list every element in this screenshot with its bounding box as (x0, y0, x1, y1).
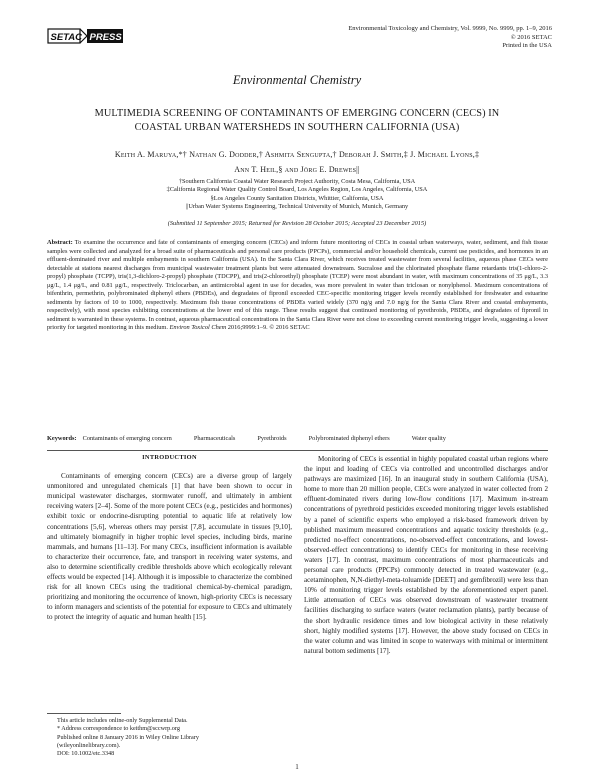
introduction-paragraph-2: Monitoring of CECs is essential in highly populated coastal urban regions where the input and loading of CECs via controlled and uncontrolled discharges and/or pathways are maximized [16]. In an inaugural study in southern California (USA), home to more than 20 million people, CECs were analyzed in water collected from 2 effluent-dominated rivers during low-flow conditions [17]. Maximum in-stream concentrations of pyrethroid pesticides exceeded monitoring trigger levels established by a panel of scientific experts who employed a risk-based framework driven by published maximum measured concentrations and aquatic toxicity thresholds (e.g., predicted no-effect concentrations, no-observed-effect concentrations, and lowest-observed-effect concentrations) to identify CECs for monitoring in these receiving waters [17]. In contrast, maximum concentrations of most pharmaceuticals and personal care products (PPCPs) commonly detected in treated wastewater (e.g., acetaminophen, N,N-diethyl-meta-toluamide [DEET] and gemfibrozil) were less than 10% of monitoring trigger levels established by the aforementioned expert panel. Little attenuation of CECs was observed downstream of wastewater treatment facilities discharging to surface waters (water reclamation plants), partly because of the short hydraulic residence times and low biological activity in these relatively short, highly modified systems [17]. However, the above study focused on CECs in the water column and was limited in scope to waterways with minimal or intermittent natural bottom sediments [17]. (304, 455, 548, 655)
logo-setac-text: SETAC (50, 32, 82, 43)
abstract-text: To examine the occurrence and fate of contaminants of emerging concern (CECs) and inform future monitoring of CECs in coastal urban waterways, water, sediment, and fish tissue samples were collected and analyzed for a broad suite of pharmaceuticals and personal care products (PPCPs), commercial and/or household chemicals, current use pesticides, and hormones in an effluent-dominated river and multiple embayments in southern California (USA). In the Santa Clara River, which receives treated wastewater from several facilities, aqueous phase CECs were detectable at stations nearest discharges from municipal wastewater treatment plants but were attenuated downstream. Sucralose and the chlorinated phosphate flame retardants tris(1-chloro-2-propyl) phosphate (TCPP), tris(1,3-dichloro-2-propyl) phosphate (TDCPP), and tris(2-chloroethyl) phosphate (TCEP) were most abundant in water, with maximum concentrations of 35 μg/L, 3.3 μg/L, 1.4 μg/L, and 0.81 μg/L, respectively. Triclocarban, an antimicrobial agent in use for decades, was more prevalent in water than triclosan or nonylphenol. Maximum concentrations of bifenthrin, permethrin, polybrominated diphenyl ethers (PBDEs), and degradates of fipronil exceeded CEC-specific monitoring trigger levels recently established for freshwater and estuarine sediments by factors of 10 to 1000, respectively. Maximum fish tissue concentrations of PBDEs varied widely (370 ng/g and 7.0 ng/g for the Santa Clara River and coastal embayments, respectively), with most species exhibiting concentrations at the lower end of this range. These results suggest that continued monitoring of pyrethroids, PBDEs, and degradates of fipronil in sediment is warranted in these systems. In contrast, aqueous pharmaceutical concentrations in the Santa Clara River were not close to exceeding current monitoring trigger levels, suggesting a lower priority for targeted monitoring in this medium. (47, 239, 549, 331)
body-column-right (304, 454, 548, 656)
logo-press-text: PRESS (89, 32, 122, 43)
footnotes (47, 717, 292, 758)
section-label: Environmental Chemistry (232, 73, 362, 87)
abstract-citation-rest: 2016;9999:1–9. (227, 324, 268, 331)
copyright-line: © 2016 SETAC (510, 33, 552, 41)
authors-line-2: Ann T. Heil,§ and Jörg E. Drewes|| (234, 165, 360, 174)
affiliation-tum: ||Urban Water Systems Engineering, Technical University of Munich, Munich, Germany (185, 202, 409, 210)
affiliations (60, 178, 534, 211)
body-column-left (47, 453, 292, 623)
abstract-copyright: © 2016 SETAC (269, 324, 310, 331)
journal-citation-line: Environmental Toxicology and Chemistry, Vol. 9999, No. 9999, pp. 1–9, 2016 (348, 25, 552, 32)
footnote-published: Published online 8 January 2016 in Wiley Online Library (57, 733, 199, 741)
abstract-label: Abstract: (47, 239, 73, 246)
keyword-item: Contaminants of emerging concern (82, 435, 172, 442)
journal-header (232, 25, 552, 51)
keyword-item: Water quality (411, 435, 446, 442)
keywords-divider (47, 450, 548, 451)
keyword-item: Pyrethroids (257, 435, 287, 442)
affiliation-la-sanitation: §Los Angeles County Sanitation Districts, Whittier, California, USA (210, 194, 384, 202)
affiliation-sccwrp: †Southern California Coastal Water Research Project Authority, Costa Mesa, California, USA (178, 178, 416, 185)
article-title (60, 107, 534, 135)
page-number: 1 (295, 763, 299, 771)
authors-line-1: Keith A. Maruya,*† Nathan G. Dodder,† Ashmita Sengupta,† Deborah J. Smith,‡ J. Michael Lyons,‡ (114, 150, 480, 159)
keyword-item: Pharmaceuticals (193, 435, 236, 442)
affiliation-cal-water-board: ‡California Regional Water Quality Control Board, Los Angeles Region, Los Angeles, California, USA (166, 186, 428, 194)
abstract (47, 239, 548, 333)
introduction-paragraph-1: Contaminants of emerging concern (CECs) are a diverse group of largely unmonitored and unregulated chemicals [1] that have been shown to occur in municipal wastewater discharges, stormwater runoff, and ultimately in ambient receiving waters [2–4]. Some of the more potent CECs (e.g., pesticides and hormones) exhibit toxic or endocrine-disrupting potential to aquatic life at relatively low concentrations [5,6], whereas others may persist [7,8], accumulate in tissues [9,10], and ultimately biomagnify in higher trophic level species, including birds, marine mammals, and humans [11–13]. For many CECs, insufficient information is available to characterize their occurrence, fate, and transport in receiving water systems, and also to determine scientifically credible thresholds above which ecologically relevant effects would be expected [14]. Although it is impossible to characterize the combined risk for all known CECs using the traditional chemical-by-chemical paradigm, prioritizing and monitoring the occurrence of known, high-priority CECs is necessary to inform managers and scientists of the potential for exposure to CECs and ultimately to protect the integrity of aquatic and human health [15]. (47, 472, 292, 622)
title-line-2: COASTAL URBAN WATERSHEDS IN SOUTHERN CALIFORNIA (USA) (134, 122, 460, 133)
keywords (47, 435, 548, 442)
footnote-divider (47, 713, 121, 714)
footnote-doi: DOI: 10.1002/etc.3348 (57, 750, 115, 758)
introduction-heading: INTRODUCTION (142, 454, 197, 461)
title-line-1: MULTIMEDIA SCREENING OF CONTAMINANTS OF EMERGING CONCERN (CECS) IN (94, 108, 500, 119)
footnote-correspondence: * Address correspondence to keithm@sccwrp.org (57, 725, 180, 733)
abstract-citation-journal: Environ Toxicol Chem (169, 324, 227, 331)
keywords-label: Keywords: (47, 435, 77, 442)
footnote-published-cont: (wileyonlinelibrary.com). (57, 741, 121, 749)
footnote-supplemental: This article includes online-only Supplemental Data. (57, 717, 188, 724)
submission-dates: (Submitted 11 September 2015; Returned for Revision 28 October 2015; Accepted 23 December 2015) (167, 220, 427, 227)
printed-line: Printed in the USA (502, 42, 552, 50)
author-list (50, 147, 544, 177)
setac-press-logo (47, 26, 125, 46)
keyword-item: Polybrominated diphenyl ethers (308, 435, 390, 442)
